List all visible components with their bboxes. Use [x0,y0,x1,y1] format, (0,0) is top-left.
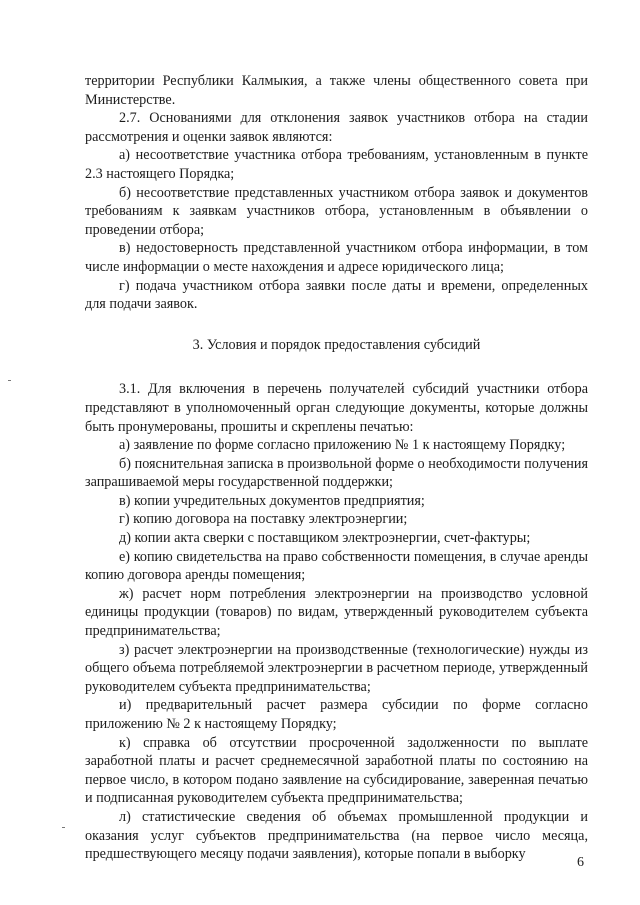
page-number: 6 [577,855,584,870]
section-heading: 3. Условия и порядок предоставления субсидий [192,336,481,353]
list-item-v: в) недостоверность представленной участником отбора информации, в том числе информации о месте нахождения и адресе юридического лица; [85,240,588,275]
list-item-e: е) копию свидетельства на право собственности помещения, в случае аренды копию договора аренды помещения; [85,548,588,584]
paragraph-3-1: 3.1. Для включения в перечень получателей субсидий участники отбора представляют в уполномоченный орган следующие документы, которые должны быть пронумерованы, прошиты и скреплены печатью: [85,381,588,435]
list-item-d: д) копии акта сверки с поставщиком электроэнергии, счет-фактуры; [119,530,531,547]
list-item-i: и) предварительный расчет размера субсидии по форме согласно приложению № 2 к настоящему Порядку; [85,697,588,732]
list-item-z: з) расчет электроэнергии на производственные (технологические) нужды из общего объема потребляемой электроэнергии в расчетном периоде, утвержденный руководителем субъекта предпринимательства; [85,641,588,695]
list-item-g: г) копию договора на поставку электроэнергии; [119,511,408,528]
list-item-k: к) справка об отсутствии просроченной задолженности по выплате заработной платы и расчет среднемесячной заработной платы по состоянию на первое число, в котором подано заявление на субсидирование, заверенная печатью и подписанная руководителем субъекта предпринимательства; [85,734,588,807]
list-item-g: г) подача участником отбора заявки после даты и времени, определенных для подачи заявок. [85,277,588,313]
document-page [85,72,588,864]
paragraph-2-7: 2.7. Основаниями для отклонения заявок участников отбора на стадии рассмотрения и оценки заявок являются: [85,110,588,145]
list-item-a: а) несоответствие участника отбора требованиям, установленным в пункте 2.3 настоящего Порядка; [85,147,588,182]
list-item-a: а) заявление по форме согласно приложению № 1 к настоящему Порядку; [119,437,566,454]
list-item-zh: ж) расчет норм потребления электроэнергии на производство условной единицы продукции (товаров) по видам, утвержденный руководителем субъекта предпринимательства; [85,585,588,640]
list-item-v: в) копии учредительных документов предприятия; [119,492,425,509]
list-item-b: б) пояснительная записка в произвольной форме о необходимости получения запрашиваемой меры государственной поддержки; [85,455,588,491]
list-item-b: б) несоответствие представленных участником отбора заявок и документов требованиям к заявкам участников отбора, установленным в объявлении о проведении отбора; [85,184,588,238]
scan-mark [8,380,11,381]
paragraph-continuation: территории Республики Калмыкия, а также члены общественного совета при Министерстве. [85,73,588,108]
scan-mark [62,827,65,828]
list-item-l: л) статистические сведения об объемах промышленной продукции и оказания услуг субъектов предпринимательства (на первое число месяца, предшествующего месяцу подачи заявления), которые попали в выборку [85,808,588,863]
